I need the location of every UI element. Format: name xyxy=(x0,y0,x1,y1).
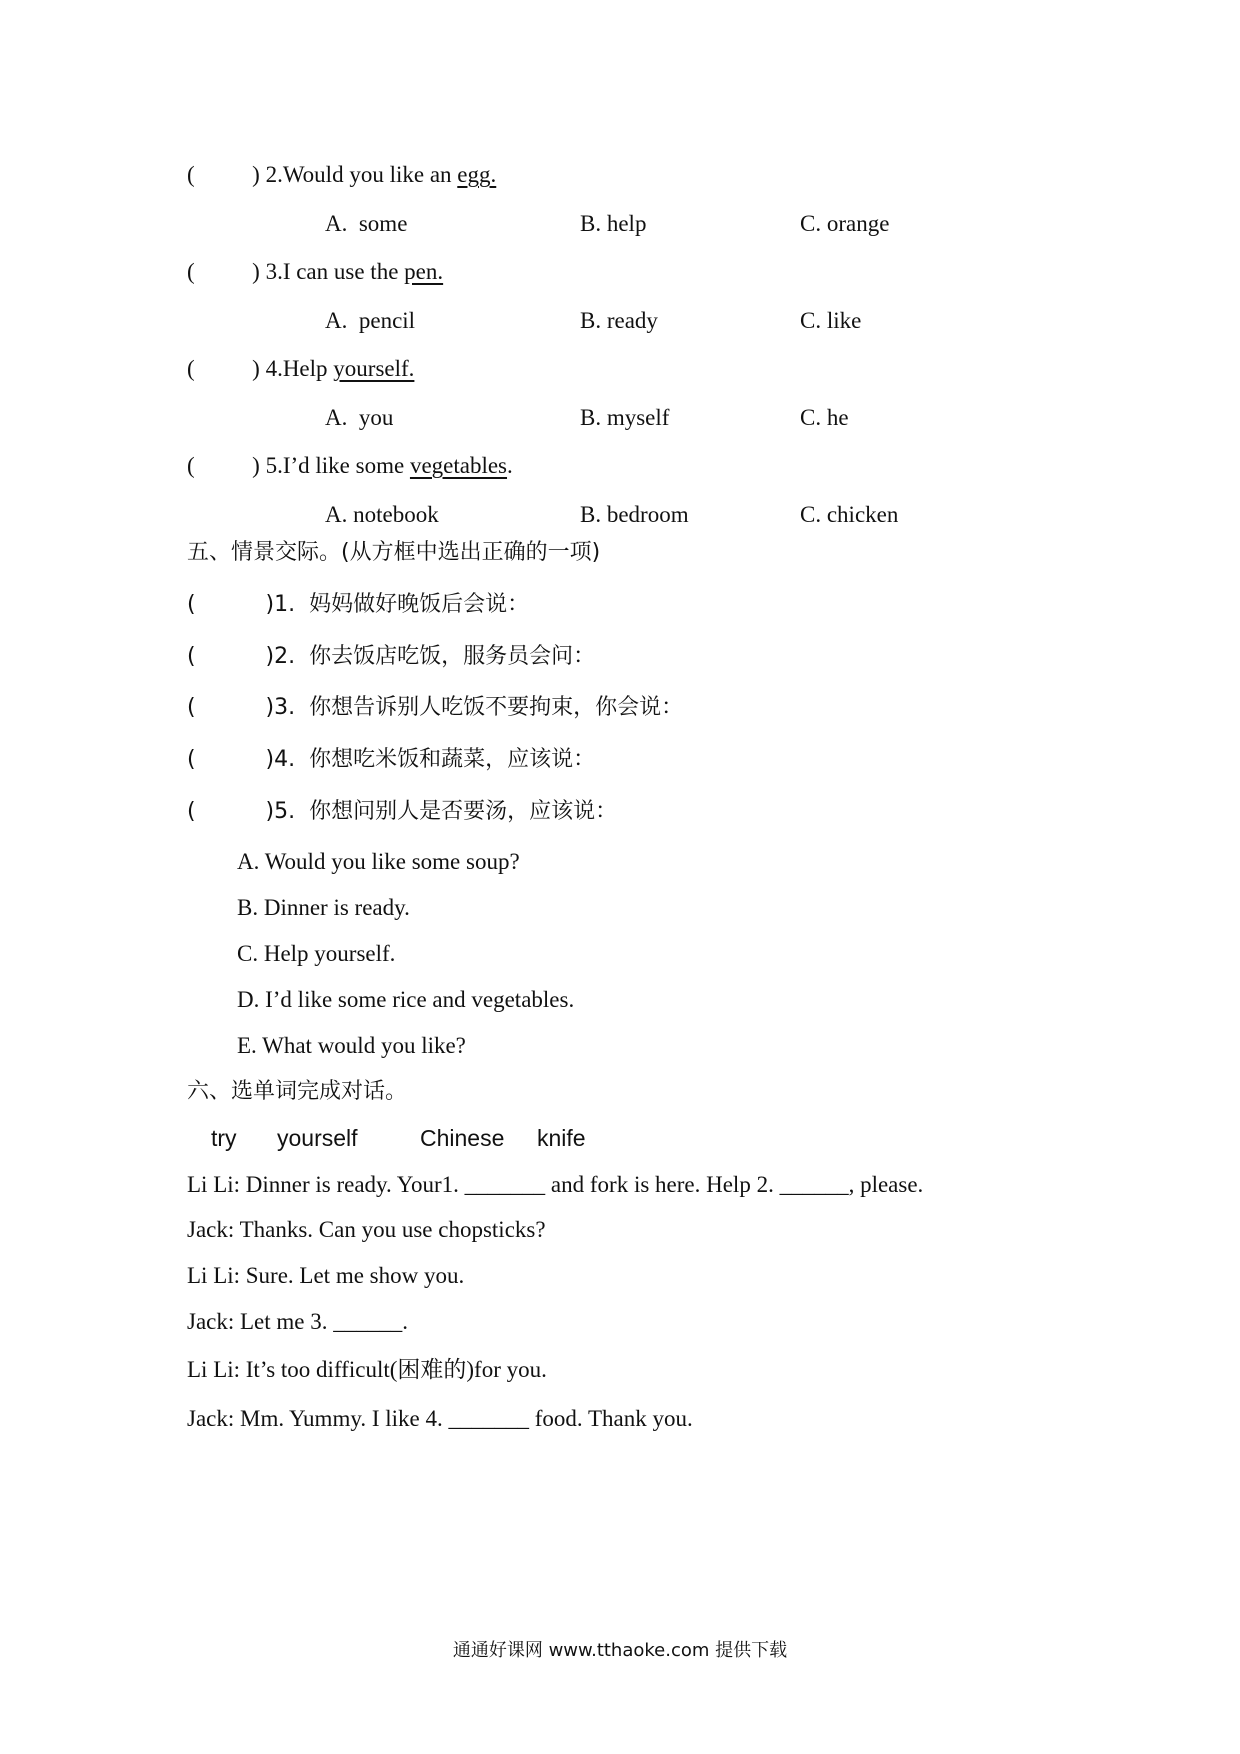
choice-d: D. I’d like some rice and vegetables. xyxy=(237,987,575,1012)
option-c: C. orange xyxy=(800,211,890,236)
section5-heading: 五、情景交际。(从方框中选出正确的一项) xyxy=(187,540,601,565)
word-bank-try: try xyxy=(211,1125,237,1151)
situation-2: ( )2. 你去饭店吃饭，服务员会问： xyxy=(187,644,596,669)
dialogue-line-2: Jack: Thanks. Can you use chopsticks? xyxy=(187,1217,546,1242)
option-c: C. he xyxy=(800,405,849,430)
word-bank-yourself: yourself xyxy=(277,1125,358,1151)
option-b: B. bedroom xyxy=(580,502,689,527)
question-4: ( ) 4.Help yourself. xyxy=(187,356,415,381)
option-a: A. some xyxy=(325,211,408,236)
dialogue-line-6: Jack: Mm. Yummy. I like 4. _______ food. Thank you. xyxy=(187,1406,693,1431)
underlined-word: pen. xyxy=(404,259,444,284)
option-a: A. notebook xyxy=(325,502,439,527)
choice-a: A. Would you like some soup? xyxy=(237,849,520,874)
choice-b: B. Dinner is ready. xyxy=(237,895,410,920)
option-c: C. chicken xyxy=(800,502,899,527)
section6-heading: 六、选单词完成对话。 xyxy=(187,1079,408,1104)
word-bank-chinese: Chinese xyxy=(420,1125,505,1151)
dialogue-line-1: Li Li: Dinner is ready. Your1. _______ and fork is here. Help 2. ______, please. xyxy=(187,1172,924,1197)
underlined-word: yourself. xyxy=(333,356,415,381)
situation-1: ( )1. 妈妈做好晚饭后会说： xyxy=(187,592,530,617)
question-5: ( ) 5.I’d like some vegetables. xyxy=(187,453,513,478)
situation-4: ( )4. 你想吃米饭和蔬菜，应该说： xyxy=(187,747,596,772)
option-b: B. ready xyxy=(580,308,658,333)
option-a: A. you xyxy=(325,405,394,430)
option-c: C. like xyxy=(800,308,862,333)
question-3: ( ) 3.I can use the pen. xyxy=(187,259,444,284)
underlined-word: vegetables xyxy=(409,453,508,478)
underlined-word: egg. xyxy=(457,162,497,187)
situation-5: ( )5. 你想问别人是否要汤，应该说： xyxy=(187,799,618,824)
option-a: A. pencil xyxy=(325,308,416,333)
question-2: ( ) 2.Would you like an egg. xyxy=(187,162,497,187)
footer-credit: 通通好课网 www.tthaoke.com 提供下载 xyxy=(452,1640,788,1661)
option-b: B. help xyxy=(580,211,647,236)
choice-e: E. What would you like? xyxy=(237,1033,466,1058)
situation-3: ( )3. 你想告诉别人吃饭不要拘束，你会说： xyxy=(187,695,684,720)
dialogue-line-3: Li Li: Sure. Let me show you. xyxy=(187,1263,465,1288)
word-bank-knife: knife xyxy=(537,1125,586,1151)
choice-c: C. Help yourself. xyxy=(237,941,396,966)
dialogue-line-4: Jack: Let me 3. ______. xyxy=(187,1309,409,1334)
option-b: B. myself xyxy=(580,405,670,430)
dialogue-line-5: Li Li: It’s too difficult(困难的)for you. xyxy=(187,1357,547,1382)
